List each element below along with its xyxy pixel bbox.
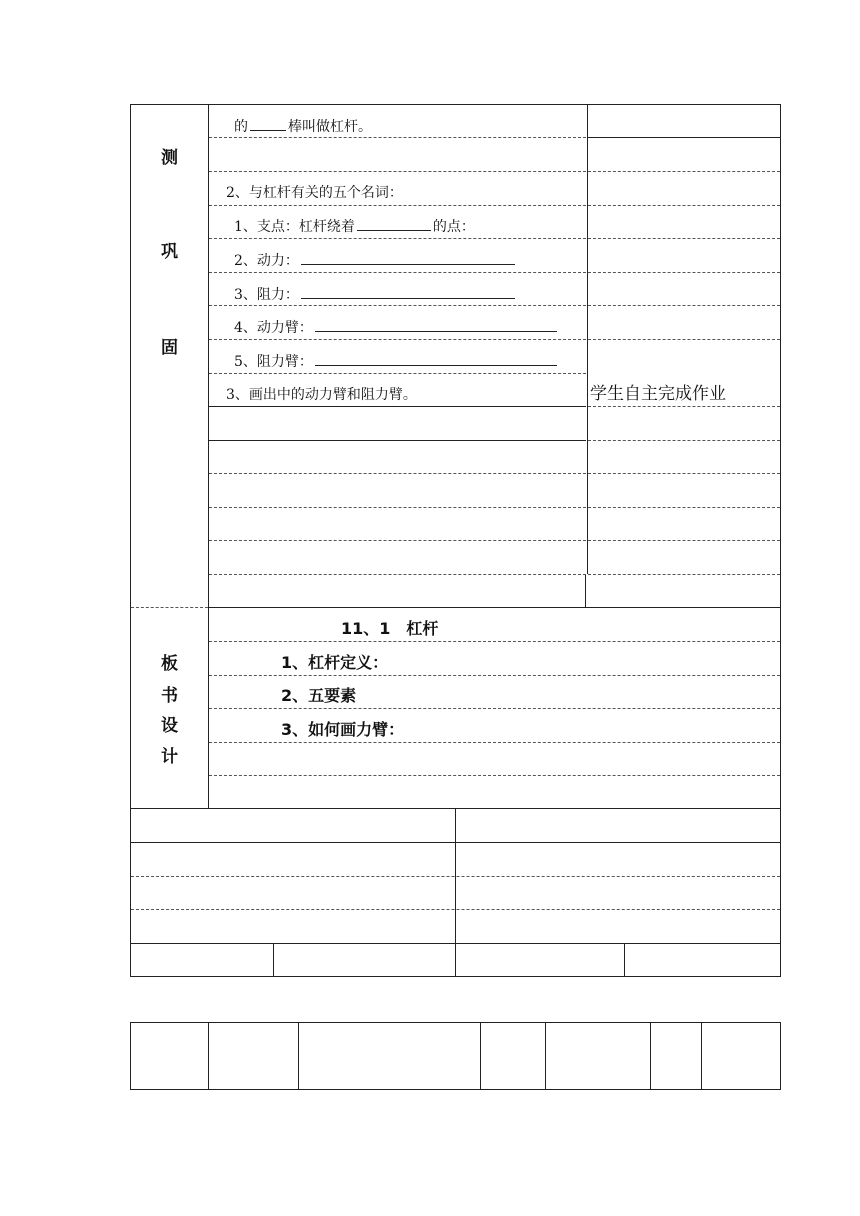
row-line — [209, 440, 586, 441]
section-label-char: 板 — [161, 654, 178, 674]
fill-blank[interactable] — [315, 318, 557, 332]
grid-line — [130, 842, 781, 843]
grid-divider — [273, 943, 274, 976]
section-label-char: 计 — [161, 747, 178, 767]
fill-blank[interactable] — [301, 285, 515, 299]
board-row-line — [209, 641, 780, 642]
note-row-line — [588, 305, 780, 306]
draw-arms-task: 3、画出中的动力臂和阻力臂。 — [226, 387, 417, 403]
resistance-force-line: 3、阻力： — [234, 285, 517, 304]
effort-force-line: 2、动力： — [234, 251, 517, 270]
row-line — [209, 137, 586, 138]
grid-line — [131, 876, 780, 877]
row-line — [209, 339, 586, 340]
header-table-cell-border — [298, 1022, 299, 1089]
teacher-note: 学生自主完成作业 — [590, 384, 726, 404]
board-item: 2、五要素 — [281, 686, 357, 705]
header-table-top — [130, 1022, 781, 1023]
table-right-border — [780, 104, 781, 977]
row-line — [209, 305, 586, 306]
header-table-cell-border — [650, 1022, 651, 1089]
note-row-line — [588, 540, 780, 541]
section-label-char: 巩 — [161, 242, 178, 262]
lever-definition-line: 的 棒叫做杠杆。 — [234, 119, 372, 135]
header-table-bottom — [130, 1089, 781, 1090]
note-row-line — [588, 272, 780, 273]
board-row-line — [209, 775, 780, 776]
row-line — [209, 507, 586, 508]
section-divider — [209, 607, 780, 608]
header-table-cell-border — [480, 1022, 481, 1089]
board-item: 1、杠杆定义： — [281, 653, 389, 672]
effort-arm-line: 4、动力臂： — [234, 318, 559, 337]
note-row-line — [588, 171, 780, 172]
note-column-divider-tail — [585, 574, 586, 608]
board-title: 11、1 杠杆 — [341, 619, 439, 638]
note-row-line — [588, 406, 780, 407]
fulcrum-line: 1、支点：杠杆绕着 的点： — [234, 219, 475, 235]
section-label-char: 设 — [161, 716, 178, 736]
note-row-line — [588, 339, 780, 340]
label-column-divider — [208, 104, 209, 809]
table-bottom-border — [130, 976, 781, 977]
header-table-cell-border — [208, 1022, 209, 1089]
note-row-line — [588, 238, 780, 239]
board-item: 3、如何画力臂： — [281, 720, 405, 739]
note-row-line — [588, 205, 780, 206]
five-terms-heading: 2、与杠杆有关的五个名词： — [226, 185, 403, 201]
header-table-cell-border — [780, 1022, 781, 1089]
row-line — [209, 574, 586, 575]
row-line — [209, 238, 586, 239]
grid-line — [130, 943, 781, 944]
board-row-line — [209, 708, 780, 709]
board-row-line — [209, 675, 780, 676]
row-line — [209, 171, 586, 172]
header-table-cell-border — [130, 1022, 131, 1089]
fill-blank[interactable] — [301, 251, 515, 265]
table-top-border — [130, 104, 781, 105]
header-table-cell-border — [545, 1022, 546, 1089]
section-divider — [131, 607, 208, 608]
row-line — [209, 540, 586, 541]
grid-line — [131, 909, 780, 910]
section-label-char: 固 — [161, 338, 178, 358]
note-row-line — [588, 574, 780, 575]
fill-blank[interactable] — [357, 217, 431, 231]
fill-blank[interactable] — [315, 352, 557, 366]
row-line — [209, 272, 586, 273]
grid-divider — [455, 808, 456, 976]
note-row-line — [588, 473, 780, 474]
board-row-line — [209, 742, 780, 743]
table-left-border — [130, 104, 131, 977]
section-label-char: 书 — [161, 686, 178, 706]
fill-blank[interactable] — [250, 117, 286, 131]
row-line — [209, 473, 586, 474]
row-line — [209, 373, 586, 374]
note-row-line — [588, 440, 780, 441]
section-label-char: 测 — [161, 148, 178, 168]
note-row-line — [588, 507, 780, 508]
header-table-cell-border — [701, 1022, 702, 1089]
note-row-line — [588, 137, 780, 138]
row-line — [209, 205, 586, 206]
row-line — [209, 406, 586, 407]
grid-divider — [624, 943, 625, 976]
resistance-arm-line: 5、阻力臂： — [234, 352, 559, 371]
